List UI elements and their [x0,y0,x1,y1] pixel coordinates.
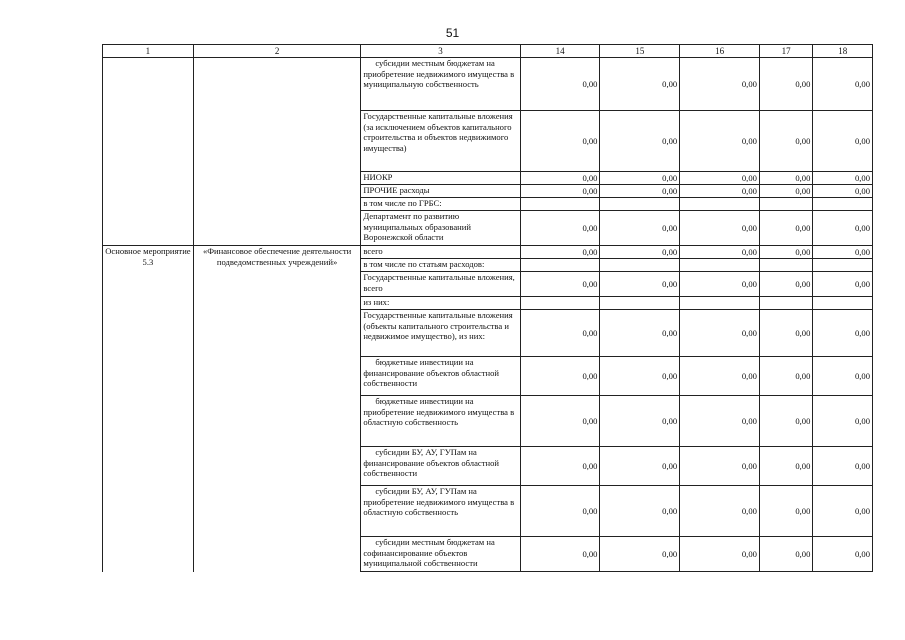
value-cell: 0,00 [600,357,680,396]
value-cell: 0,00 [680,486,760,537]
value-cell [759,198,812,211]
col1-cell [103,58,194,246]
value-cell: 0,00 [813,310,873,357]
value-cell: 0,00 [813,172,873,185]
table-row [103,246,873,259]
value-cell [813,198,873,211]
row-label: всего [361,246,520,259]
value-cell [520,259,600,272]
page-number: 51 [445,26,460,40]
header-cell: 16 [680,45,760,58]
value-cell: 0,00 [520,246,600,259]
value-cell: 0,00 [680,211,760,246]
value-cell: 0,00 [813,58,873,111]
row-label: субсидии местным бюджетам на софинансирование объектов муниципальной собственности [361,537,520,572]
value-cell [759,297,812,310]
value-cell: 0,00 [600,172,680,185]
header-cell: 1 [103,45,194,58]
col2-cell [193,58,361,246]
value-cell: 0,00 [680,357,760,396]
value-cell: 0,00 [680,272,760,297]
value-cell: 0,00 [813,396,873,447]
value-cell: 0,00 [600,246,680,259]
value-cell: 0,00 [600,111,680,172]
value-cell [813,259,873,272]
value-cell: 0,00 [680,246,760,259]
value-cell: 0,00 [813,357,873,396]
row-label: в том числе по статьям расходов: [361,259,520,272]
value-cell: 0,00 [520,310,600,357]
value-cell: 0,00 [813,486,873,537]
value-cell: 0,00 [759,272,812,297]
value-cell [600,297,680,310]
value-cell: 0,00 [680,185,760,198]
value-cell: 0,00 [813,537,873,572]
value-cell [600,198,680,211]
event-name-cell: «Финансовое обеспечение деятельности подведомственных учреждений» [193,246,361,572]
value-cell: 0,00 [520,185,600,198]
header-cell: 17 [759,45,812,58]
value-cell: 0,00 [759,211,812,246]
value-cell [600,259,680,272]
value-cell: 0,00 [813,185,873,198]
row-label: из них: [361,297,520,310]
value-cell: 0,00 [759,185,812,198]
header-cell: 18 [813,45,873,58]
value-cell [680,297,760,310]
value-cell: 0,00 [759,357,812,396]
value-cell: 0,00 [813,246,873,259]
value-cell: 0,00 [759,58,812,111]
header-cell: 14 [520,45,600,58]
event-number-cell: Основное мероприятие 5.3 [103,246,194,572]
row-label: Департамент по развитию муниципальных образований Воронежской области [361,211,520,246]
value-cell [759,259,812,272]
row-label: Государственные капитальные вложения, всего [361,272,520,297]
header-row [103,45,873,58]
table-row [103,58,873,111]
value-cell [680,198,760,211]
value-cell [520,198,600,211]
value-cell: 0,00 [520,58,600,111]
value-cell: 0,00 [759,246,812,259]
row-label: НИОКР [361,172,520,185]
value-cell: 0,00 [759,111,812,172]
value-cell: 0,00 [759,310,812,357]
value-cell: 0,00 [520,447,600,486]
row-label: бюджетные инвестиции на приобретение недвижимого имущества в областную собственность [361,396,520,447]
value-cell: 0,00 [813,447,873,486]
row-label: Государственные капитальные вложения (объекты капитального строительства и недвижимое имущество), из них: [361,310,520,357]
value-cell: 0,00 [813,111,873,172]
value-cell: 0,00 [600,211,680,246]
header-cell: 3 [361,45,520,58]
value-cell [520,297,600,310]
value-cell: 0,00 [520,172,600,185]
header-cell: 15 [600,45,680,58]
value-cell: 0,00 [600,396,680,447]
value-cell: 0,00 [600,310,680,357]
value-cell: 0,00 [600,486,680,537]
value-cell: 0,00 [600,272,680,297]
row-label: субсидии БУ, АУ, ГУПам на приобретение недвижимого имущества в областную собственность [361,486,520,537]
value-cell: 0,00 [600,58,680,111]
header-cell: 2 [193,45,361,58]
value-cell [813,297,873,310]
row-label: ПРОЧИЕ расходы [361,185,520,198]
value-cell: 0,00 [520,272,600,297]
value-cell: 0,00 [759,172,812,185]
value-cell [680,259,760,272]
value-cell: 0,00 [520,211,600,246]
value-cell: 0,00 [600,537,680,572]
value-cell: 0,00 [520,486,600,537]
value-cell: 0,00 [759,486,812,537]
value-cell: 0,00 [600,447,680,486]
value-cell: 0,00 [813,211,873,246]
value-cell: 0,00 [680,447,760,486]
value-cell: 0,00 [813,272,873,297]
value-cell: 0,00 [680,310,760,357]
value-cell: 0,00 [680,111,760,172]
value-cell: 0,00 [759,537,812,572]
budget-table [102,44,873,572]
value-cell: 0,00 [520,396,600,447]
value-cell: 0,00 [680,396,760,447]
value-cell: 0,00 [600,185,680,198]
row-label: Государственные капитальные вложения (за исключением объектов капитального строительства и объектов недвижимого имущества) [361,111,520,172]
row-label: бюджетные инвестиции на финансирование объектов областной собственности [361,357,520,396]
value-cell: 0,00 [680,58,760,111]
value-cell: 0,00 [759,396,812,447]
row-label: субсидии местным бюджетам на приобретение недвижимого имущества в муниципальную собственность [361,58,520,111]
value-cell: 0,00 [520,357,600,396]
value-cell: 0,00 [520,111,600,172]
row-label: субсидии БУ, АУ, ГУПам на финансирование объектов областной собственности [361,447,520,486]
value-cell: 0,00 [680,537,760,572]
value-cell: 0,00 [680,172,760,185]
row-label: в том числе по ГРБС: [361,198,520,211]
value-cell: 0,00 [759,447,812,486]
value-cell: 0,00 [520,537,600,572]
